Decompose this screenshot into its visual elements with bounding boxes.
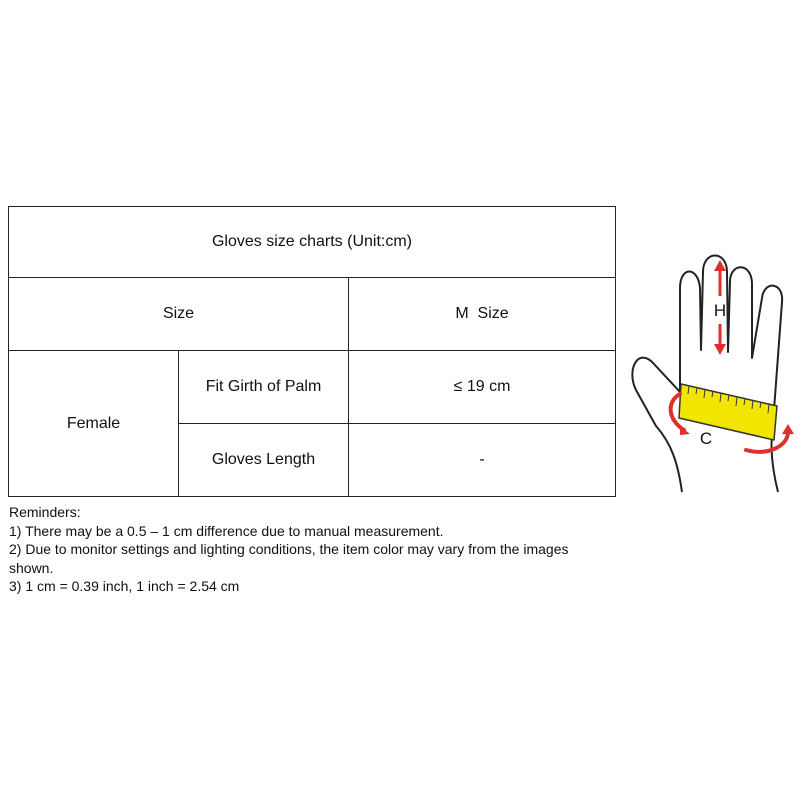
- height-arrowhead-bottom: [714, 344, 726, 355]
- gloves-size-table: [8, 206, 616, 497]
- height-label: H: [713, 301, 727, 320]
- size-header: Size: [9, 278, 349, 351]
- table-title: Gloves size charts (Unit:cm): [9, 207, 616, 278]
- circumference-arrowhead-right: [782, 424, 794, 434]
- measuring-tape: [679, 384, 777, 440]
- circumference-label: C: [699, 429, 713, 448]
- row-value-palm-girth: ≤ 19 cm: [349, 351, 616, 424]
- row-label-gloves-length: Gloves Length: [179, 424, 349, 497]
- group-label-female: Female: [9, 351, 179, 497]
- reminders-heading: Reminders:: [9, 504, 81, 520]
- size-value-header: M Size: [349, 278, 616, 351]
- reminder-item: 1) There may be a 0.5 – 1 cm difference due to manual measurement.: [9, 522, 444, 539]
- hand-measurement-illustration: [628, 254, 800, 494]
- reminders-section: [9, 503, 609, 596]
- hand-outline: [632, 256, 782, 493]
- reminder-item: 2) Due to monitor settings and lighting conditions, the item color may vary from the images shown.: [9, 541, 569, 576]
- row-value-gloves-length: -: [349, 424, 616, 497]
- row-label-palm-girth: Fit Girth of Palm: [179, 351, 349, 424]
- circumference-arrowhead-left: [680, 426, 690, 435]
- reminder-item: 3) 1 cm = 0.39 inch, 1 inch = 2.54 cm: [9, 578, 240, 594]
- hand-measurement-svg: [628, 254, 800, 494]
